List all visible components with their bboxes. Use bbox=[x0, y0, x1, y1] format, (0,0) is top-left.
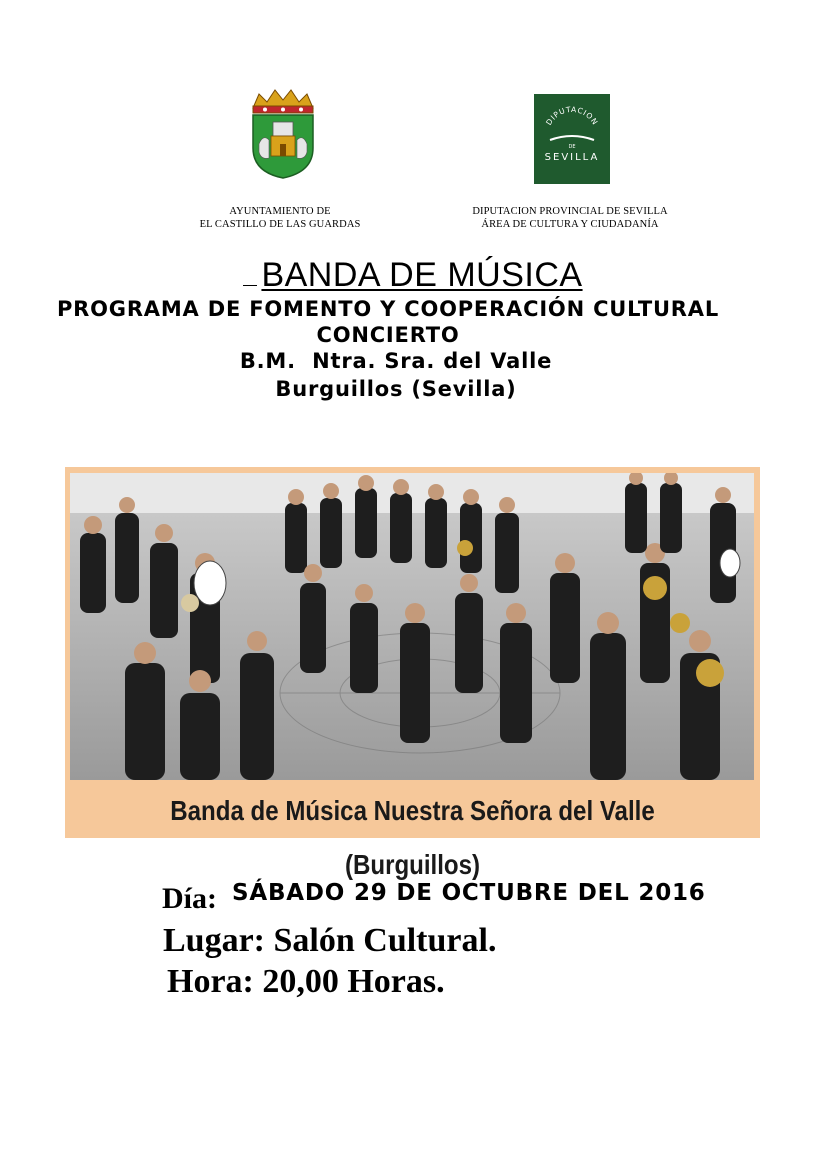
band-photo bbox=[70, 473, 754, 780]
right-logo-caption bbox=[440, 205, 700, 231]
right-caption-line1: DIPUTACION PROVINCIAL DE SEVILLA bbox=[472, 206, 668, 217]
left-logo-caption bbox=[160, 205, 400, 231]
title-underline-mark bbox=[243, 259, 257, 286]
left-caption-line2: EL CASTILLO DE LAS GUARDAS bbox=[199, 219, 361, 230]
band-name: Ntra. Sra. del Valle bbox=[312, 349, 553, 373]
right-caption-line2: ÁREA DE CULTURA Y CIUDADANÍA bbox=[481, 219, 659, 230]
time-line: Hora: 20,00 Horas. bbox=[167, 963, 445, 1000]
diputacion-logo-de: DE bbox=[568, 144, 576, 150]
photo-caption: Banda de Música Nuestra Señora del Valle (Burguillos) bbox=[170, 795, 655, 880]
place-line: Lugar: Salón Cultural. bbox=[163, 922, 497, 959]
band-prefix: B.M. bbox=[239, 349, 296, 373]
page-title bbox=[0, 256, 826, 295]
diputacion-logo-sevilla: SEVILLA bbox=[544, 152, 600, 163]
program-line: PROGRAMA DE FOMENTO Y COOPERACIÓN CULTURAL bbox=[56, 297, 720, 321]
title-text: BANDA DE MÚSICA bbox=[261, 256, 583, 294]
left-caption-line1: AYUNTAMIENTO DE bbox=[229, 206, 331, 217]
svg-text:DIPUTACION: DIPUTACION bbox=[544, 104, 600, 127]
event-type: CONCIERTO bbox=[316, 323, 460, 347]
band-name-line bbox=[0, 349, 792, 373]
day-label: Día: bbox=[162, 882, 217, 915]
day-value: SÁBADO 29 DE OCTUBRE DEL 2016 bbox=[232, 880, 706, 906]
town-line: Burguillos (Sevilla) bbox=[275, 377, 517, 401]
diputacion-sevilla-logo bbox=[534, 94, 610, 184]
castillo-coat-of-arms-logo bbox=[245, 88, 321, 180]
